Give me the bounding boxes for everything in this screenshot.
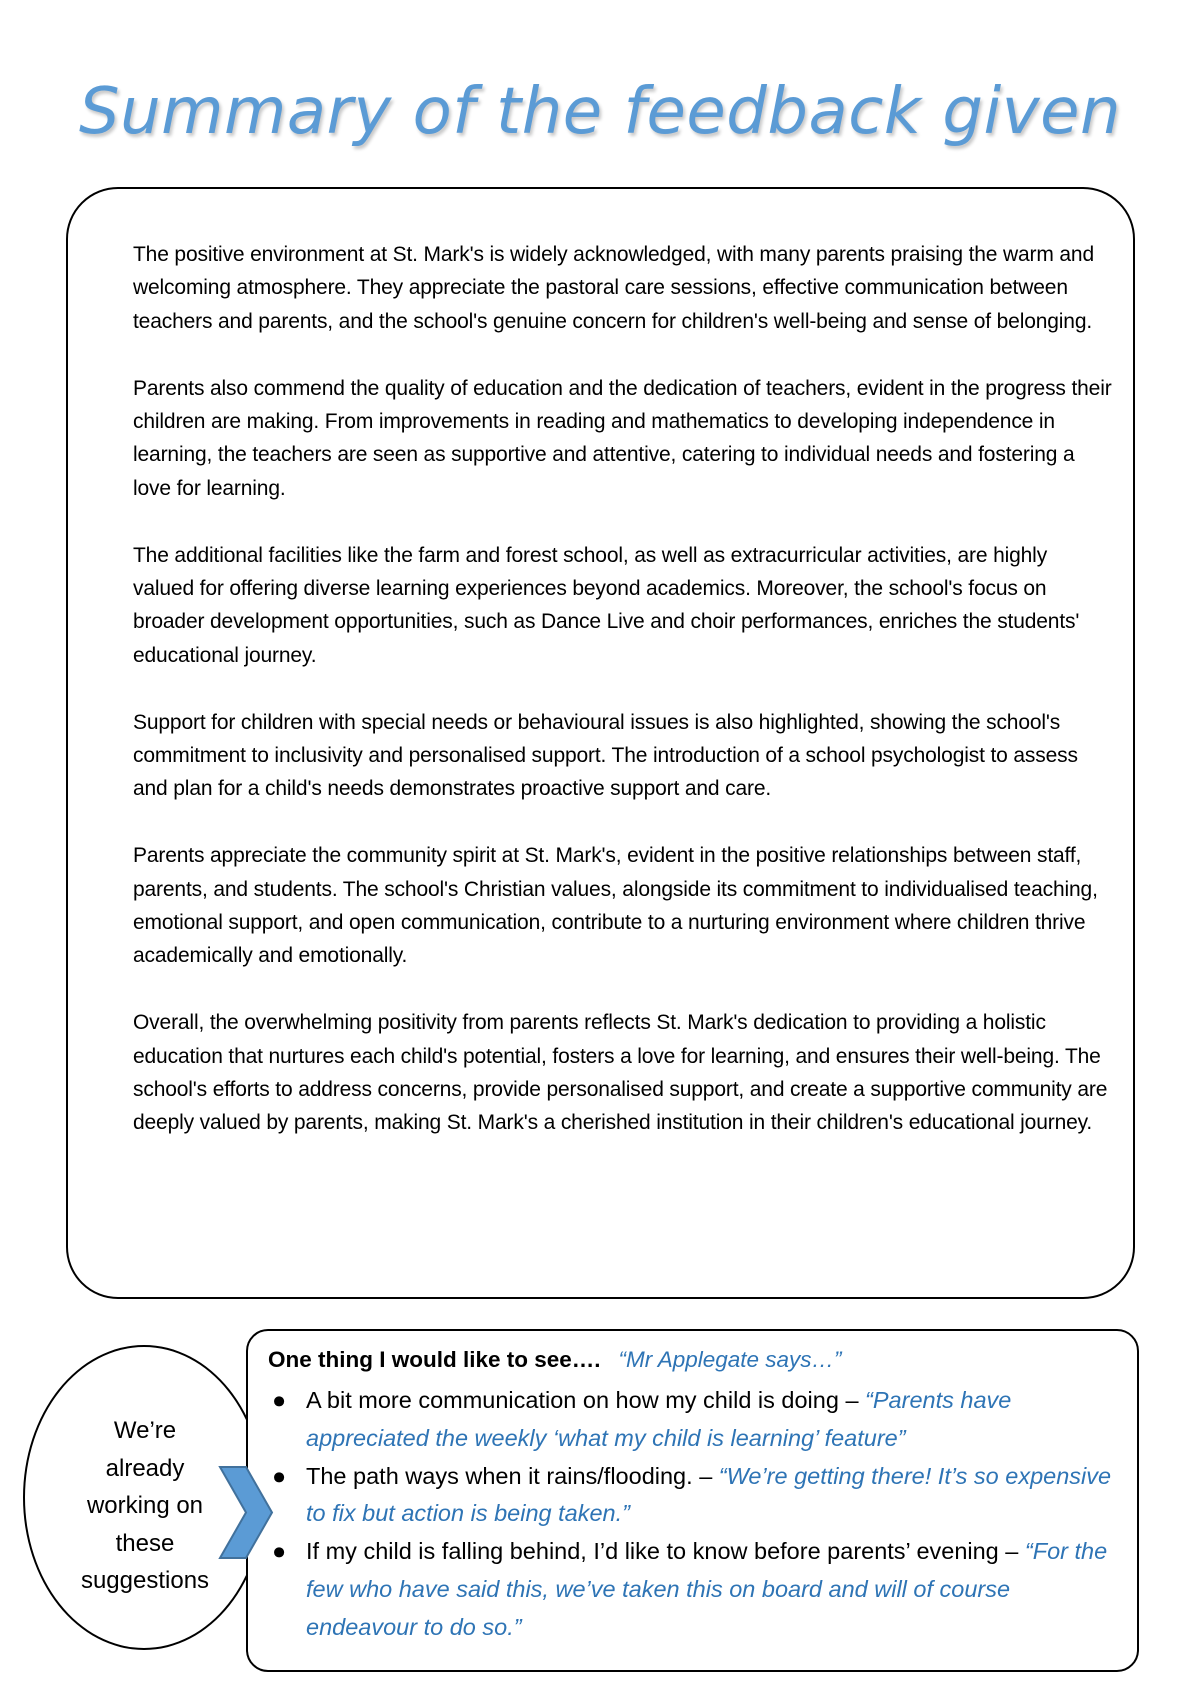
status-circle-line: suggestions	[80, 1567, 210, 1594]
summary-paragraph-4: Support for children with special needs or behavioural issues is also highlighted, showing the school's commitment to inclusivity and personalised support. The introduction of a school psychologist to assess and plan for a child's needs demonstrates proactive support and care.	[133, 710, 1078, 801]
parent-comment: The path ways when it rains/flooding. –	[306, 1462, 719, 1489]
status-circle-text	[60, 1412, 230, 1600]
feedback-heading	[268, 1344, 842, 1376]
list-item	[268, 1382, 1118, 1458]
status-circle-line: already	[105, 1454, 185, 1482]
status-circle-line: working on	[86, 1492, 204, 1519]
status-circle-line: We’re	[113, 1417, 177, 1444]
page-title: Summary of the feedback given	[78, 75, 1122, 149]
chevron-right-arrow-icon	[218, 1465, 274, 1560]
summary-paragraph-2: Parents also commend the quality of education and the dedication of teachers, evident in the progress their children are making. From improvements in reading and mathematics to developing independence in learning, the teachers are seen as supportive and attentive, catering to individual needs and fostering a love for learning.	[133, 376, 1112, 500]
list-item	[268, 1533, 1118, 1646]
summary-paragraph-3: The additional facilities like the farm and forest school, as well as extracurricular activities, are highly valued for offering diverse learning experiences beyond academics. Moreover, the school's focus on broader development opportunities, such as Dance Live and choir performances, enriches the students' educational journey.	[133, 543, 1080, 667]
feedback-heading-quote: “Mr Applegate says…”	[618, 1347, 842, 1372]
bullet-icon: ●	[272, 1538, 287, 1565]
school-reply: “We’re getting there! It’s so expensive to fix but action is being taken.”	[306, 1462, 1112, 1527]
summary-paragraph-5: Parents appreciate the community spirit at St. Mark's, evident in the positive relationships between staff, parents, and students. The school's Christian values, alongside its commitment to individualised teaching, emotional support, and open communication, contribute to a nurturing environment where children thrive academically and emotionally.	[133, 844, 1098, 968]
parent-comment: A bit more communication on how my child is doing –	[306, 1387, 866, 1413]
summary-paragraph-1: The positive environment at St. Mark's is widely acknowledged, with many parents praising the warm and welcoming atmosphere. They appreciate the pastoral care sessions, effective communication between teachers and parents, and the school's genuine concern for children's well-being and sense of belonging.	[133, 243, 1094, 333]
school-reply: “For the few who have said this, we’ve taken this on board and will of course endeavour to do so.”	[306, 1538, 1108, 1640]
feedback-heading-label: One thing I would like to see….	[268, 1347, 601, 1372]
list-item	[268, 1458, 1118, 1534]
status-circle-line: these	[115, 1529, 175, 1557]
summary-text	[133, 238, 1113, 1173]
summary-paragraph-6: Overall, the overwhelming positivity from parents reflects St. Mark's dedication to providing a holistic education that nurtures each child's potential, fosters a love for learning, and ensures their well-being. The school's efforts to address concerns, provide personalised support, and create a supportive community are deeply valued by parents, making St. Mark's a cherished institution in their children's educational journey.	[133, 1011, 1108, 1135]
bullet-icon: ●	[272, 1387, 287, 1413]
feedback-list	[268, 1382, 1118, 1647]
chevron-right-arrow-shape	[220, 1467, 272, 1558]
parent-comment: If my child is falling behind, I’d like to know before parents’ evening –	[306, 1538, 1025, 1565]
school-reply: “Parents have appreciated the weekly ‘what my child is learning’ feature”	[306, 1387, 1012, 1451]
bullet-icon: ●	[272, 1462, 287, 1489]
